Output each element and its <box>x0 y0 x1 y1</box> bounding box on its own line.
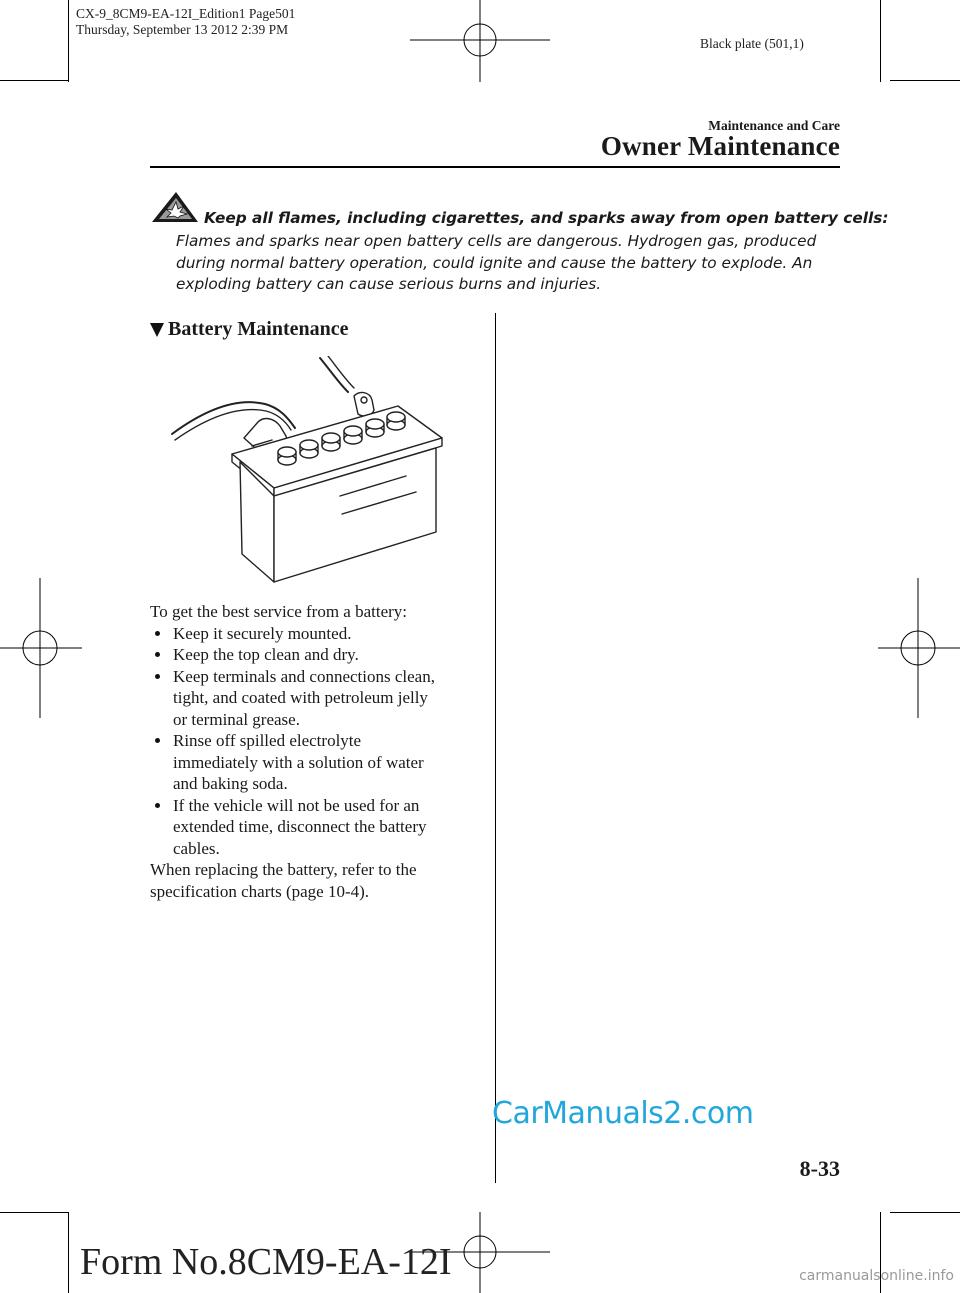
warning-body <box>176 231 836 296</box>
car-battery-illustration <box>170 356 475 588</box>
column-divider <box>495 313 496 1183</box>
list-item-text: cables. <box>173 838 220 858</box>
list-item-text: extended time, disconnect the battery <box>173 817 427 836</box>
plate-label: Black plate (501,1) <box>700 36 804 51</box>
list-item <box>150 666 490 731</box>
watermark-link[interactable]: CarManuals2.com <box>492 1096 754 1131</box>
bullet-icon <box>155 674 160 679</box>
subsection-title: Battery Maintenance <box>168 318 349 340</box>
explosion-hazard-icon <box>150 190 200 224</box>
crop-mark <box>890 1212 960 1213</box>
site-url-link[interactable]: carmanualsonline.info <box>799 1268 954 1284</box>
crop-mark <box>0 80 68 81</box>
list-item <box>150 623 490 645</box>
print-metadata-line: Thursday, September 13 2012 2:39 PM <box>76 22 289 37</box>
maintenance-tips-list <box>150 623 490 860</box>
bullet-icon <box>155 738 160 743</box>
warning-body-line: exploding battery can cause serious burns and injuries. <box>176 275 602 293</box>
list-item-text: If the vehicle will not be used for an <box>173 795 420 815</box>
subsection-heading <box>150 318 349 341</box>
crop-mark <box>880 0 881 82</box>
print-metadata <box>76 6 295 38</box>
crop-mark <box>68 1212 69 1293</box>
closing-text: When replacing the battery, refer to the <box>150 860 417 879</box>
list-item-text: Keep it securely mounted. <box>173 623 352 643</box>
section-label: Maintenance and Care <box>708 118 840 133</box>
list-item <box>150 730 490 795</box>
form-number: Form No.8CM9-EA-12I <box>80 1241 452 1283</box>
list-item-text: or terminal grease. <box>173 709 300 729</box>
title-rule <box>150 166 840 168</box>
warning-body-line: Flames and sparks near open battery cells are dangerous. Hydrogen gas, produced <box>176 232 817 250</box>
registration-mark-top <box>410 0 550 82</box>
page-title: Owner Maintenance <box>600 131 840 161</box>
intro-text: To get the best service from a battery: <box>150 602 408 621</box>
crop-mark <box>68 0 69 82</box>
triangle-down-icon <box>150 323 164 337</box>
list-item-text: tight, and coated with petroleum jelly <box>173 688 428 707</box>
warning-body-line: during normal battery operation, could ignite and cause the battery to explode. An <box>176 253 813 272</box>
crop-mark <box>890 80 960 81</box>
print-metadata-line: CX-9_8CM9-EA-12I_Edition1 Page501 <box>76 6 296 21</box>
list-item-text: Keep the top clean and dry. <box>173 645 359 664</box>
bullet-icon <box>155 803 160 808</box>
list-item <box>150 795 490 860</box>
list-item-text: immediately with a solution of water <box>173 752 424 772</box>
list-item-text: Keep terminals and connections clean, <box>173 666 435 686</box>
registration-mark-right <box>878 578 960 718</box>
list-item-text: Rinse off spilled electrolyte <box>173 731 362 750</box>
warning-heading: Keep all flames, including cigarettes, and sparks away from open battery cells: <box>204 209 889 227</box>
body-text <box>150 601 490 902</box>
closing-text: specification charts (page 10-4). <box>150 881 370 901</box>
bullet-icon <box>155 631 160 636</box>
list-item-text: and baking soda. <box>173 774 288 793</box>
registration-mark-left <box>0 578 82 718</box>
list-item <box>150 644 490 666</box>
page-number: 8-33 <box>799 1156 840 1181</box>
crop-mark <box>0 1212 68 1213</box>
bullet-icon <box>155 652 160 657</box>
